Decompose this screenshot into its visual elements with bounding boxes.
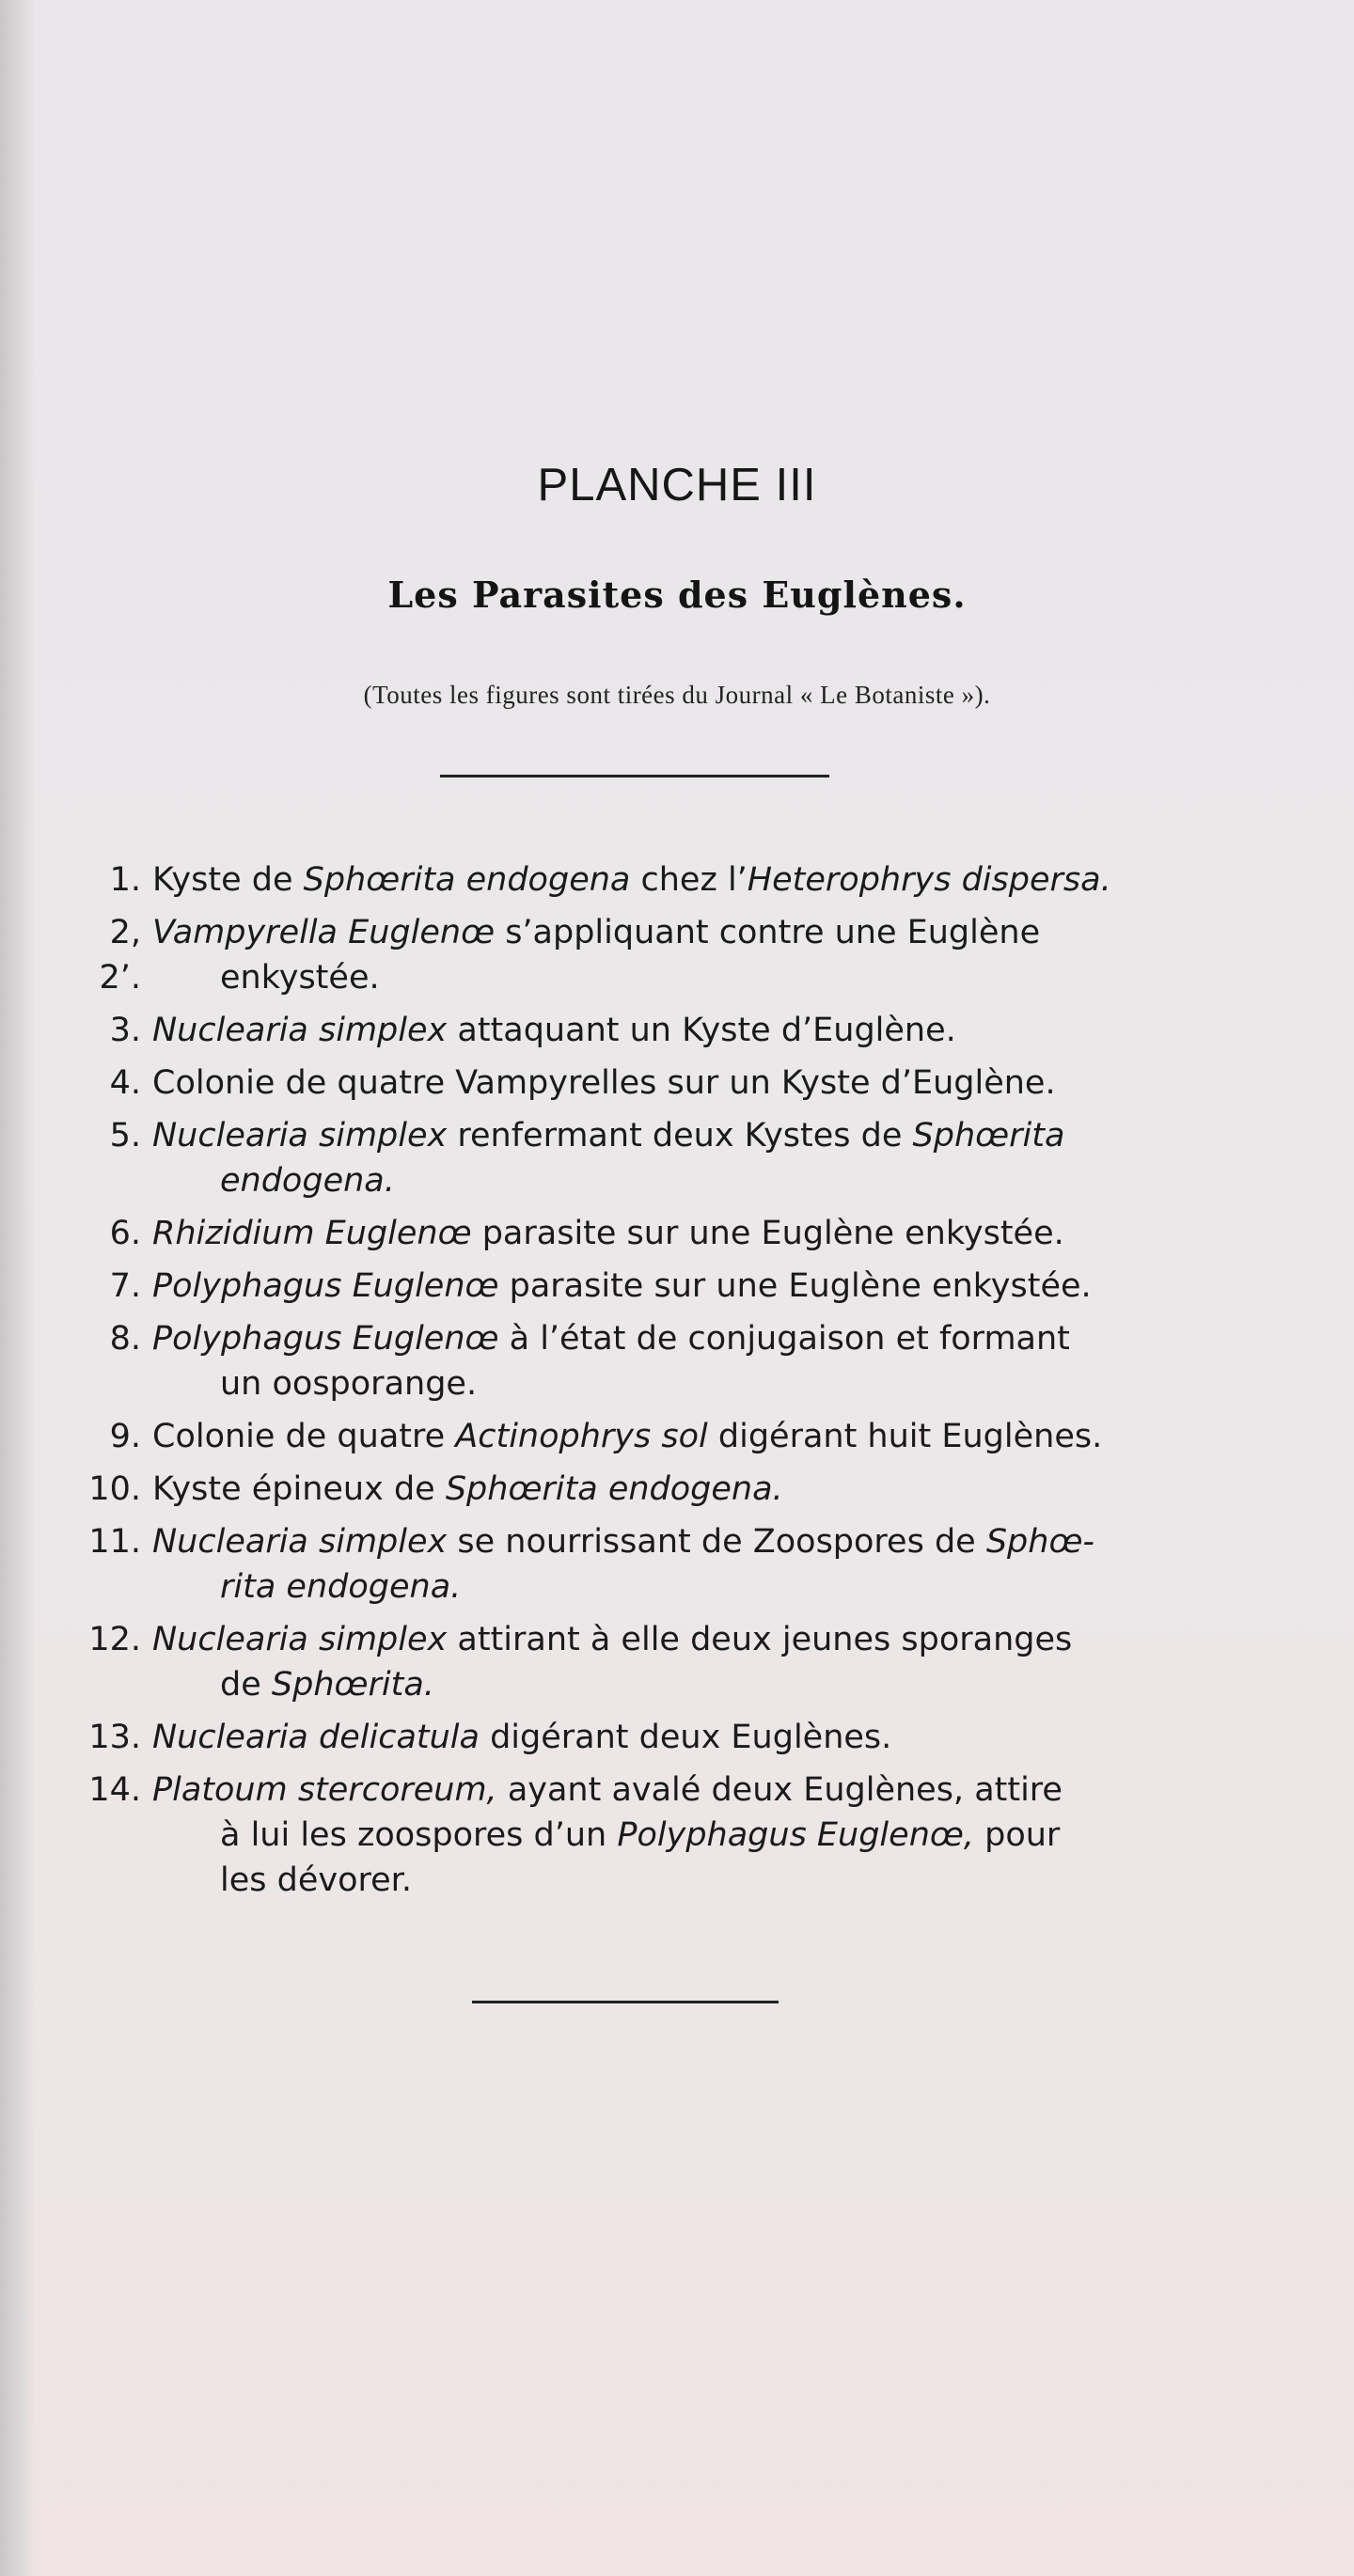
plate-title: PLANCHE III	[537, 460, 817, 510]
taxon-name: Heterophrys dispersa.	[747, 861, 1111, 899]
taxon-name: Nuclearia simplex	[152, 1117, 448, 1154]
taxon-name: Rhizidium Euglenœ	[152, 1215, 472, 1252]
entry-continuation	[152, 1158, 1185, 1203]
page-edge-shadow	[0, 0, 36, 2576]
entry-first-line	[152, 1470, 783, 1508]
taxon-name: Sphœrita endogena.	[445, 1470, 783, 1508]
taxon-name: Vampyrella Euglenœ	[152, 914, 496, 951]
taxon-name: Platoum stercoreum,	[152, 1771, 497, 1809]
figure-number: 4.	[109, 1064, 141, 1102]
figure-number: 3.	[109, 1012, 141, 1049]
taxon-name: Polyphagus Euglenœ,	[617, 1816, 974, 1854]
figure-entry	[75, 1617, 1185, 1707]
entry-text: attirant à elle deux jeunes sporanges	[447, 1621, 1073, 1658]
figure-entry	[75, 1767, 1185, 1903]
top-divider	[440, 775, 829, 778]
entry-continuation	[152, 1564, 1185, 1610]
taxon-name: Sphœ-	[985, 1523, 1095, 1561]
entry-text: Kyste de	[152, 861, 304, 899]
entry-text: pour	[973, 1816, 1061, 1854]
entry-text: ayant avalé deux Euglènes, attire	[496, 1771, 1063, 1809]
entry-text: attaquant un Kyste d’Euglène.	[447, 1012, 956, 1049]
entry-continuation	[152, 1858, 1185, 1903]
figure-entry	[75, 1211, 1185, 1256]
entry-first-line	[152, 1418, 1102, 1455]
entry-text: à l’état de conjugaison et formant	[498, 1320, 1070, 1358]
entry-text: renfermant deux Kystes de	[447, 1117, 913, 1154]
entry-text: enkystée.	[220, 959, 380, 997]
figure-entry	[75, 1715, 1185, 1760]
figure-entry	[75, 910, 1185, 1000]
figure-entry	[75, 857, 1185, 903]
taxon-name: Actinophrys sol	[455, 1418, 708, 1455]
figure-entry	[75, 1467, 1185, 1512]
entry-text: se nourrissant de Zoospores de	[447, 1523, 986, 1561]
entry-continuation	[152, 1813, 1185, 1858]
entry-first-line	[152, 914, 1040, 951]
entry-text: chez l’	[630, 861, 748, 899]
entry-text: Colonie de quatre	[152, 1418, 456, 1455]
figure-number: 10.	[88, 1470, 141, 1508]
entry-first-line	[152, 1523, 1094, 1561]
figure-number: 11.	[88, 1523, 141, 1561]
figure-number: 13.	[88, 1719, 141, 1756]
figure-entry	[75, 1519, 1185, 1610]
source-note: (Toutes les figures sont tirées du Journal « Le Botaniste »).	[363, 681, 991, 709]
entry-text: les dévorer.	[220, 1861, 412, 1899]
figure-number: 14.	[88, 1771, 141, 1809]
entry-text: digérant huit Euglènes.	[707, 1418, 1103, 1455]
figure-number: 8.	[109, 1320, 141, 1358]
figure-number: 5.	[109, 1117, 141, 1154]
figure-number: 9.	[109, 1418, 141, 1455]
figure-entry	[75, 1113, 1185, 1203]
figure-entry	[75, 1060, 1185, 1106]
figure-entry	[75, 1316, 1185, 1406]
figure-number: 1.	[109, 861, 141, 899]
entry-first-line	[152, 1117, 1064, 1154]
entry-text: digérant deux Euglènes.	[479, 1719, 892, 1756]
taxon-name: rita endogena.	[220, 1568, 462, 1606]
entry-continuation	[152, 1361, 1185, 1406]
entry-first-line	[152, 1267, 1092, 1305]
entry-continuation	[152, 1662, 1185, 1707]
taxon-name: Polyphagus Euglenœ	[152, 1267, 499, 1305]
taxon-name: Nuclearia delicatula	[152, 1719, 480, 1756]
entry-text: Kyste épineux de	[152, 1470, 446, 1508]
taxon-name: Nuclearia simplex	[152, 1523, 448, 1561]
taxon-name: Sphœrita.	[271, 1666, 434, 1704]
entry-first-line	[152, 1064, 1056, 1102]
figure-entry	[75, 1414, 1185, 1459]
taxon-name: Nuclearia simplex	[152, 1012, 448, 1049]
taxon-name: Nuclearia simplex	[152, 1621, 448, 1658]
entry-first-line	[152, 1621, 1072, 1658]
figure-number: 2, 2’.	[99, 914, 141, 997]
entry-text: s’appliquant contre une Euglène	[495, 914, 1041, 951]
entry-first-line	[152, 1012, 956, 1049]
entry-continuation	[152, 955, 1185, 1000]
taxon-name: endogena.	[220, 1162, 395, 1200]
entry-first-line	[152, 861, 1111, 899]
taxon-name: Polyphagus Euglenœ	[152, 1320, 499, 1358]
taxon-name: Sphœrita endogena	[303, 861, 631, 899]
plate-subtitle: Les Parasites des Euglènes.	[387, 573, 967, 616]
entry-text: Colonie de quatre Vampyrelles sur un Kyste d’Euglène.	[152, 1064, 1056, 1102]
entry-first-line	[152, 1320, 1070, 1358]
entry-text: à lui les zoospores d’un	[220, 1816, 618, 1854]
figure-number: 6.	[109, 1215, 141, 1252]
entry-first-line	[152, 1719, 891, 1756]
entry-text: de	[220, 1666, 272, 1704]
figure-entry	[75, 1008, 1185, 1053]
bottom-divider	[472, 2001, 779, 2003]
figure-number: 12.	[88, 1621, 141, 1658]
entry-text: un oosporange.	[220, 1365, 478, 1403]
entry-text: parasite sur une Euglène enkystée.	[471, 1215, 1064, 1252]
entry-first-line	[152, 1215, 1064, 1252]
taxon-name: Sphœrita	[912, 1117, 1065, 1154]
entry-text: parasite sur une Euglène enkystée.	[498, 1267, 1092, 1305]
entry-first-line	[152, 1771, 1063, 1809]
figure-list	[75, 857, 1185, 1910]
figure-entry	[75, 1264, 1185, 1309]
figure-number: 7.	[109, 1267, 141, 1305]
